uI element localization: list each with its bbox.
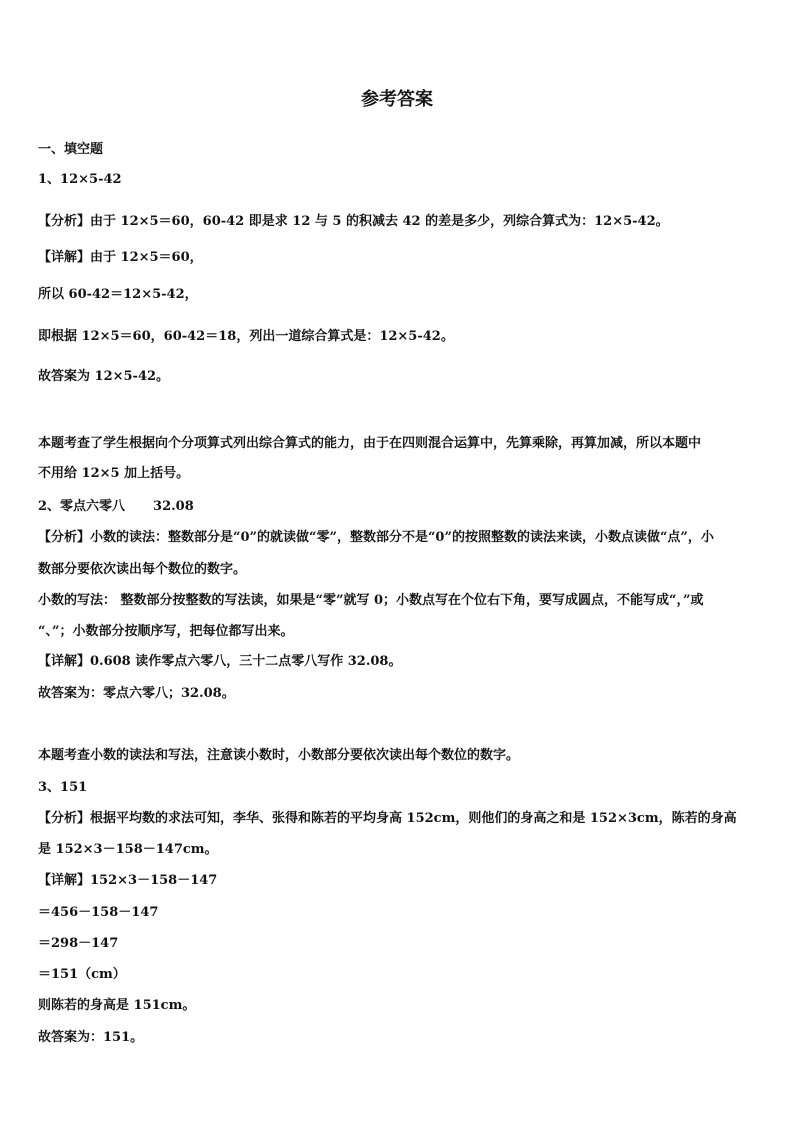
q2-answer: 故答案为：零点六零八；32.08。	[38, 686, 235, 701]
q2-answer-words: 2、零点六零八	[38, 499, 126, 514]
q1-step: 所以 60-42＝12×5-42，	[38, 287, 198, 302]
q2-writing-rule: “、”；小数部分按顺序写，把每位都写出来。	[38, 624, 294, 639]
section-heading: 一、填空题	[38, 142, 104, 157]
q1-comment: 不用给 12×5 加上括号。	[38, 466, 190, 481]
q1-comment: 本题考查了学生根据向个分项算式列出综合算式的能力，由于在四则混合运算中，先算乘除，再算加减，所以本题中	[38, 436, 702, 451]
question-3-heading: 3、151	[38, 780, 88, 795]
q3-detail: 【详解】152×3－158－147	[38, 873, 218, 888]
q2-analysis: 【分析】小数的读法：整数部分是“0”的就读做“零”，整数部分不是“0”的按照整数的读法来读，小数点读做“点”，小	[38, 530, 714, 545]
q1-answer: 故答案为 12×5-42。	[38, 369, 170, 384]
q3-result: 则陈若的身高是 151cm。	[38, 998, 196, 1013]
q2-answer-number: 32.08	[153, 499, 194, 514]
q2-writing-rule: 小数的写法： 整数部分按整数的写法读，如果是“零”就写 0；小数点写在个位右下角，要写成圆点，不能写成“，”或	[38, 593, 704, 608]
q1-detail: 【详解】由于 12×5＝60，	[38, 250, 203, 265]
q3-analysis: 是 152×3－158－147cm。	[38, 842, 218, 857]
q3-answer: 故答案为：151。	[38, 1030, 144, 1045]
q3-step: ＝298－147	[38, 936, 119, 951]
question-2-heading	[38, 497, 758, 517]
q2-analysis: 数部分要依次读出每个数位的数字。	[38, 562, 247, 577]
q3-step: ＝151（cm）	[38, 967, 126, 982]
q2-detail: 【详解】0.608 读作零点六零八，三十二点零八写作 32.08。	[38, 654, 402, 669]
q3-step: ＝456－158－147	[38, 905, 159, 920]
q1-step: 即根据 12×5＝60，60-42＝18，列出一道综合算式是：12×5-42。	[38, 329, 454, 344]
question-1-heading: 1、12×5-42	[38, 172, 122, 187]
q3-analysis: 【分析】根据平均数的求法可知，李华、张得和陈若的平均身高 152cm，则他们的身高之和是 152×3cm，陈若的身高	[38, 811, 737, 826]
page-title: 参考答案	[361, 89, 433, 110]
q1-analysis: 【分析】由于 12×5＝60，60-42 即是求 12 与 5 的积减去 42 的差是多少，列综合算式为：12×5-42。	[38, 214, 669, 229]
q2-comment: 本题考查小数的读法和写法，注意读小数时，小数部分要依次读出每个数位的数字。	[38, 748, 520, 763]
